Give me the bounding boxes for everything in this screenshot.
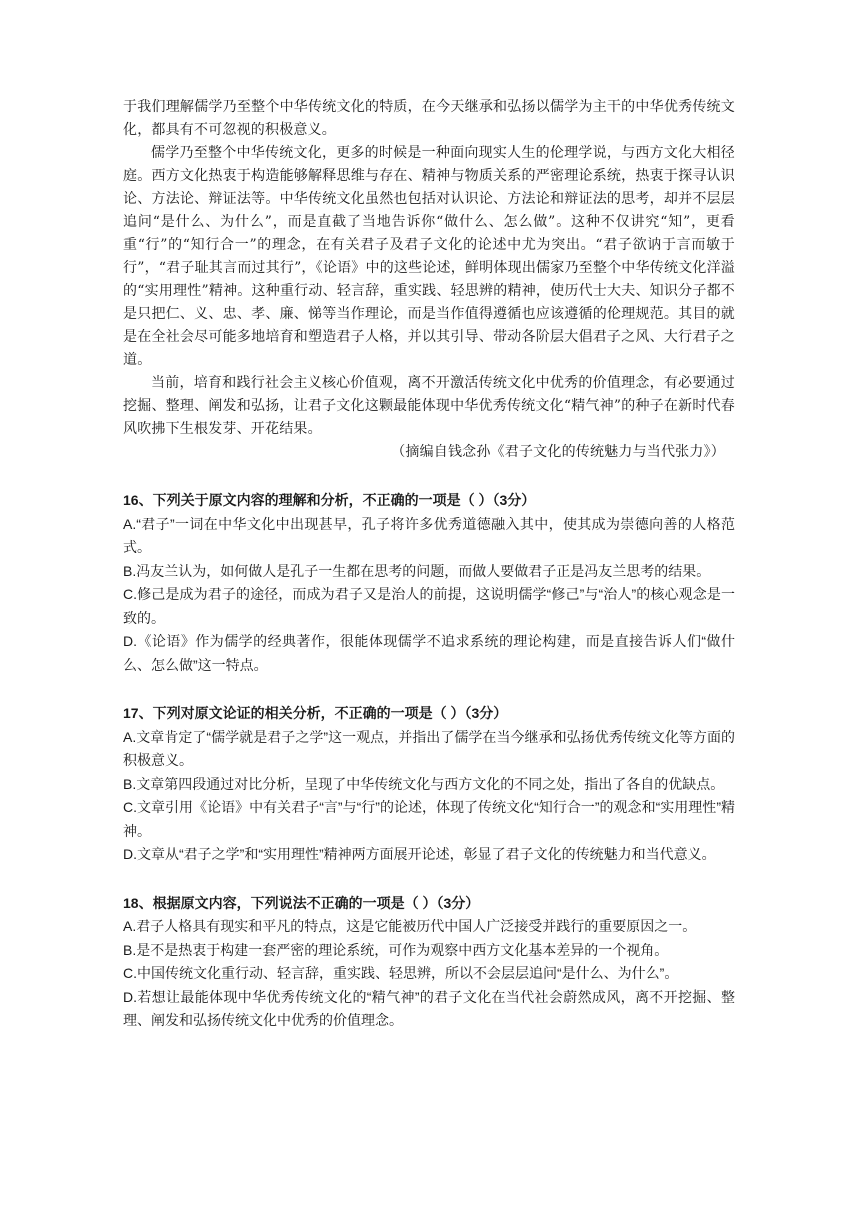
passage-paragraph: 儒学乃至整个中华传统文化，更多的时候是一种面向现实人生的伦理学说，与西方文化大相径庭。西方文化热衷于构造能够解释思维与存在、精神与物质关系的严密理论系统，热衷于探寻认识论、方法论、辩证法等。中华传统文化虽然也包括对认识论、方法论和辩证法的思考，却并不层层追问“是什么、为什么”，而是直截了当地告诉你“做什么、怎么做”。这种不仅讲究“知”，更看重“行”的“知行合一”的理念，在有关君子及君子文化的论述中尤为突出。“君子欲讷于言而敏于行”，“君子耻其言而过其行”，《论语》中的这些论述，鲜明体现出儒家乃至整个中华传统文化洋溢的“实用理性”精神。这种重行动、轻言辞，重实践、轻思辨的精神，使历代士大夫、知识分子都不是只把仁、义、忠、孝、廉、悌等当作理论，而是当作值得遵循也应该遵循的伦理规范。其目的就是在全社会尽可能多地培育和塑造君子人格，并以其引导、带动各阶层大倡君子之风、大行君子之道。 <box>123 145 735 368</box>
option-b: B.是不是热衷于构建一套严密的理论系统，可作为观察中西方文化基本差异的一个视角。 <box>123 941 669 958</box>
option-c: C.文章引用《论语》中有关君子“言”与“行”的论述，体现了传统文化“知行合一”的观念和“实用理性”精神。 <box>123 799 735 839</box>
option-c: C.修己是成为君子的途径，而成为君子又是治人的前提，这说明儒学“修己”与“治人”的核心观念是一致的。 <box>123 586 735 626</box>
option-c: C.中国传统文化重行动、轻言辞，重实践、轻思辨，所以不会层层追问“是什么、为什么”。 <box>123 965 679 981</box>
passage-paragraph: 当前，培育和践行社会主义核心价值观，离不开激活传统文化中优秀的价值理念，有必要通过挖掘、整理、阐发和弘扬，让君子文化这颗最能体现中华优秀传统文化“精气神”的种子在新时代春风吹拂下生根发芽、开花结果。 <box>123 375 735 437</box>
option-a: A.君子人格具有现实和平凡的特点，这是它能被历代中国人广泛接受并践行的重要原因之一。 <box>123 918 697 934</box>
option-d: D.若想让最能体现中华优秀传统文化的“精气神”的君子文化在当代社会蔚然成风，离不开挖掘、整理、阐发和弘扬传统文化中优秀的价值理念。 <box>123 988 735 1028</box>
option-b: B.冯友兰认为，如何做人是孔子一生都在思考的问题，而做人要做君子正是冯友兰思考的结果。 <box>123 562 711 579</box>
passage-source: （摘编自钱念孙《君子文化的传统魅力与当代张力》） <box>391 444 725 460</box>
option-d: D.文章从“君子之学”和“实用理性”精神两方面展开论述，彰显了君子文化的传统魅力和当代意义。 <box>123 846 716 862</box>
option-a: A.“君子”一词在中华文化中出现甚早，孔子将许多优秀道德融入其中，使其成为崇德向善的人格范式。 <box>123 515 735 555</box>
question-stem: 18、根据原文内容，下列说法不正确的一项是（ ）（3分） <box>123 894 480 911</box>
option-a: A.文章肯定了“儒学就是君子之学”这一观点，并指出了儒学在当今继承和弘扬优秀传统文化等方面的积极意义。 <box>123 728 735 768</box>
exam-page <box>123 96 735 1033</box>
reading-passage <box>123 96 735 464</box>
question-18 <box>123 892 735 1033</box>
option-d: D.《论语》作为儒学的经典著作，很能体现儒学不追求系统的理论构建，而是直接告诉人们“做什么、怎么做”这一特点。 <box>123 633 735 673</box>
question-16 <box>123 489 735 677</box>
question-stem: 16、下列关于原文内容的理解和分析，不正确的一项是（ ）（3分） <box>123 492 536 508</box>
option-b: B.文章第四段通过对比分析，呈现了中华传统文化与西方文化的不同之处，指出了各自的优缺点。 <box>123 775 725 792</box>
question-17 <box>123 702 735 867</box>
passage-paragraph: 于我们理解儒学乃至整个中华传统文化的特质，在今天继承和弘扬以儒学为主干的中华优秀传统文化，都具有不可忽视的积极意义。 <box>123 99 735 138</box>
question-stem: 17、下列对原文论证的相关分析，不正确的一项是（ ）（3分） <box>123 705 508 721</box>
